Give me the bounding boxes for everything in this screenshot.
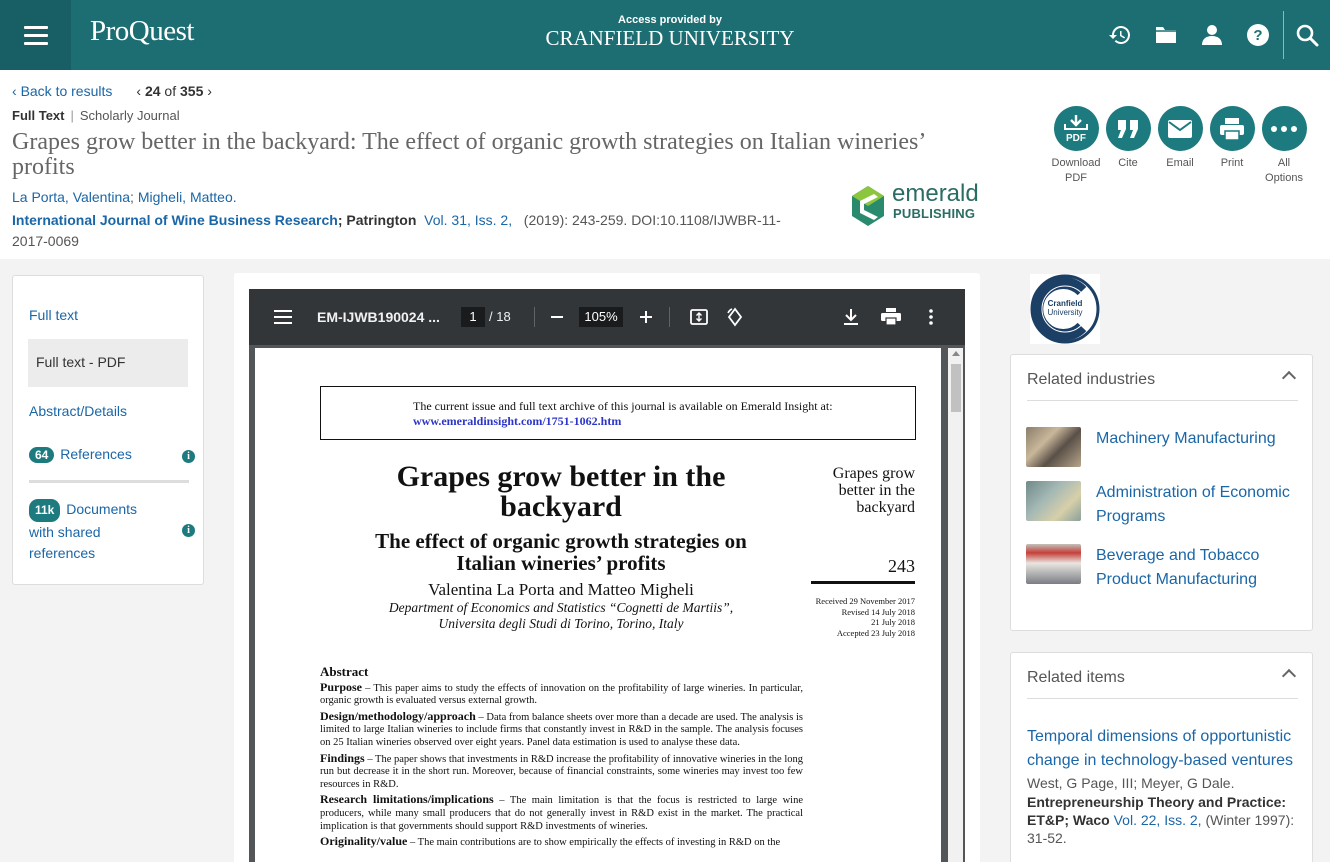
publication-place: ; Patrington <box>337 212 417 228</box>
document-meta: Full Text | Scholarly Journal <box>12 108 180 123</box>
all-options-button[interactable] <box>1258 106 1310 186</box>
pdf-page <box>255 348 941 862</box>
references-label: References <box>60 446 132 462</box>
page-number: 243 <box>888 556 915 576</box>
email-label: Email <box>1166 157 1194 169</box>
source-citation <box>12 210 802 252</box>
hamburger-icon <box>24 34 48 37</box>
administration-thumbnail <box>1026 481 1081 521</box>
abstract-subheading: Originality/value <box>320 834 408 849</box>
related-items-panel <box>1010 652 1313 862</box>
of-label: of <box>164 83 177 99</box>
access-provided-label: Access provided by <box>618 14 722 26</box>
abstract-paragraph <box>320 793 803 833</box>
pdf-menu-icon[interactable] <box>271 305 295 329</box>
machinery-thumbnail <box>1026 427 1081 467</box>
page-rule <box>811 581 915 584</box>
emerald-insight-link[interactable]: www.emeraldinsight.com/1751-1062.htm <box>413 414 622 428</box>
related-items-header[interactable] <box>1027 669 1298 699</box>
history-icon[interactable] <box>1097 0 1143 70</box>
industry-item[interactable] <box>1026 544 1306 594</box>
previous-result-icon[interactable]: ‹ <box>136 83 142 99</box>
cranfield-university-logo <box>1030 274 1100 344</box>
cite-button[interactable] <box>1102 106 1154 186</box>
download-pdf-icon <box>1054 106 1099 151</box>
zoom-out-icon[interactable] <box>545 305 569 329</box>
pdf-page-total: / 18 <box>489 309 511 324</box>
current-result: 24 <box>144 83 161 99</box>
affiliation-line: Universita degli Studi di Torino, Torino, Italy <box>438 616 684 631</box>
back-to-results-link[interactable]: ‹ Back to results <box>12 83 113 99</box>
abstract-text: – Data from balance sheets over more than a decade are used. The analysis is limited to large Italian wineries to include firms that constantly invest in R&D in the sample. The analysis focuses on 25 Italian wineries observed over eight years. Panel data estimation is used to analyse these data. <box>320 711 803 748</box>
date-line: 21 July 2018 <box>871 617 915 627</box>
paper-affiliation <box>355 600 767 632</box>
abstract-paragraph <box>320 681 803 708</box>
abstract-paragraph <box>320 710 803 750</box>
more-icon <box>1262 106 1307 151</box>
document-title: Grapes grow better in the backyard: The effect of organic growth strategies on Italian wineries’ profits <box>12 129 925 180</box>
author-link[interactable]: La Porta, Valentina <box>12 189 131 205</box>
shared-references-count-badge: 11k <box>29 499 60 522</box>
header-tools <box>1097 0 1330 70</box>
print-button[interactable] <box>1206 106 1258 186</box>
pdf-zoom-input[interactable]: 105% <box>579 307 623 327</box>
paper-subtitle: The effect of organic growth strategies on Italian wineries’ profits <box>375 529 747 575</box>
user-icon[interactable] <box>1189 0 1235 70</box>
download-pdf-button[interactable] <box>1050 106 1102 186</box>
pdf-viewer[interactable] <box>249 345 965 862</box>
abstract-subheading: Purpose <box>320 679 362 694</box>
svg-text:PDF: PDF <box>1066 132 1086 144</box>
help-icon[interactable] <box>1235 0 1281 70</box>
full-text-label: Full Text <box>12 108 65 123</box>
references-info-icon[interactable]: i <box>182 450 195 463</box>
cranfield-logo-line: Cranfield <box>1047 299 1083 308</box>
related-item-title[interactable]: Temporal dimensions of opportunistic change in technology-based ventures <box>1027 728 1293 769</box>
pdf-more-icon[interactable] <box>919 305 943 329</box>
main-menu-button[interactable] <box>0 0 71 70</box>
fit-page-icon[interactable] <box>687 305 711 329</box>
emerald-logo-publishing: PUBLISHING <box>893 206 976 221</box>
abstract-paragraph <box>320 835 803 850</box>
abstract-subheading: Findings <box>320 750 365 765</box>
next-result-icon[interactable]: › <box>207 83 212 99</box>
industry-item[interactable] <box>1026 481 1306 531</box>
svg-text:?: ? <box>1253 27 1263 44</box>
top-header <box>0 0 1330 70</box>
industry-label: Administration of Economic Programs <box>1096 484 1290 525</box>
search-icon[interactable] <box>1284 0 1330 70</box>
abstract-text: – The main limitation is that the focus is restricted to large wine producers, while many small producers that do not generally invest in R&D exist in the market. The practical implication is that governments should support R&D investments of wineries. <box>320 795 803 832</box>
quote-icon <box>1106 106 1151 151</box>
paper-abstract <box>320 666 803 852</box>
full-text-pdf-link[interactable]: Full text - PDF <box>28 339 188 387</box>
shared-references-link[interactable] <box>29 499 159 564</box>
document-type: Scholarly Journal <box>79 108 180 123</box>
citation-details: (2019): 243-259. DOI:10.1108/IJWBR-11-2017-0069 <box>12 212 781 249</box>
date-line: Revised 14 July 2018 <box>841 606 915 617</box>
volume-link[interactable]: Vol. 31, Iss. 2, <box>424 212 513 228</box>
collapse-chevron-icon[interactable] <box>1282 371 1296 385</box>
result-pager <box>136 83 212 99</box>
related-item-volume[interactable]: Vol. 22, Iss. 2, <box>1113 812 1202 828</box>
abstract-subheading: Research limitations/implications <box>320 792 494 807</box>
shared-references-label: Documents with shared references <box>29 501 138 561</box>
related-items-title: Related items <box>1027 669 1125 686</box>
author-link[interactable]: Migheli, Matteo. <box>137 189 237 205</box>
access-provider <box>540 14 800 51</box>
full-text-link[interactable]: Full text <box>29 307 79 323</box>
abstract-heading: Abstract <box>320 664 369 679</box>
references-link[interactable] <box>29 446 189 463</box>
all-options-label: All Options <box>1265 157 1303 184</box>
abstract-text: – This paper aims to study the effects of innovation on the profitability of large wineries. In particular, organic growth is evaluated versus external growth. <box>320 682 803 707</box>
emerald-publishing-logo <box>850 180 980 228</box>
back-label: Back to results <box>20 83 113 99</box>
affiliation-line: Department of Economics and Statistics “Cognetti de Martiis”, <box>388 600 734 615</box>
university-name: CRANFIELD UNIVERSITY <box>545 26 795 50</box>
folder-icon[interactable] <box>1143 0 1189 70</box>
emerald-logo-word: emerald <box>892 180 979 207</box>
document-info <box>0 70 1330 259</box>
abstract-subheading: Design/methodology/approach <box>320 708 476 723</box>
print-label: Print <box>1220 157 1244 169</box>
scroll-thumb[interactable] <box>951 364 961 412</box>
results-nav <box>12 83 212 99</box>
related-item-date-pages: (Winter 1997): 31-52. <box>1027 812 1295 846</box>
total-results: 355 <box>180 83 204 99</box>
download-pdf-label: Download PDF <box>1051 157 1101 184</box>
cite-label: Cite <box>1118 157 1138 169</box>
industry-label: Beverage and Tobacco Product Manufacturing <box>1096 547 1260 588</box>
toolbar-divider <box>534 307 535 327</box>
related-industries-panel <box>1010 354 1313 631</box>
references-count-badge: 64 <box>29 447 54 463</box>
print-icon <box>1210 106 1255 151</box>
section-divider <box>29 480 189 483</box>
related-item-source <box>1027 793 1302 847</box>
pdf-page-input[interactable]: 1 <box>461 307 485 327</box>
abstract-text: – The main contributions are to show empirically the effects of investing in R&D on the <box>407 837 781 849</box>
journal-access-box <box>320 386 916 440</box>
journal-link[interactable]: International Journal of Wine Business Research <box>12 212 338 228</box>
beverage-thumbnail <box>1026 544 1081 584</box>
access-box-text: The current issue and full text archive of this journal is available on Emerald Insight at: <box>413 399 833 413</box>
scroll-up-icon[interactable] <box>952 351 960 356</box>
collapse-chevron-icon[interactable] <box>1282 669 1296 683</box>
industry-item[interactable] <box>1026 427 1306 477</box>
pdf-filename: EM-IJWB190024 ... <box>317 309 440 325</box>
related-item-authors: West, G Page, III; Meyer, G Dale. <box>1027 775 1235 791</box>
submission-dates <box>795 596 915 638</box>
pdf-download-icon[interactable] <box>839 305 863 329</box>
email-button[interactable] <box>1154 106 1206 186</box>
shared-references-info-icon[interactable]: i <box>182 524 195 537</box>
paper-title: Grapes grow better in the backyard <box>396 460 726 523</box>
related-item-journal: Entrepreneurship Theory and Practice: ET&P; Waco <box>1027 794 1287 828</box>
zoom-in-icon[interactable] <box>634 305 658 329</box>
pdf-scrollbar[interactable] <box>948 348 963 862</box>
abstract-details-link[interactable]: Abstract/Details <box>29 403 128 419</box>
abstract-paragraph <box>320 752 803 792</box>
authors: La Porta, Valentina; Migheli, Matteo. <box>12 189 237 205</box>
pdf-toolbar <box>249 289 965 345</box>
proquest-logo[interactable]: ProQuest <box>90 15 194 47</box>
email-icon <box>1158 106 1203 151</box>
running-head: Grapes grow better in the backyard <box>832 465 915 516</box>
toolbar-divider <box>669 307 670 327</box>
rotate-icon[interactable] <box>723 305 747 329</box>
related-industries-title: Related industries <box>1027 371 1156 388</box>
industry-label: Machinery Manufacturing <box>1096 430 1276 447</box>
document-sections-nav <box>12 275 204 585</box>
date-line: Received 29 November 2017 <box>815 596 915 606</box>
related-item <box>1027 725 1302 847</box>
date-line: Accepted 23 July 2018 <box>836 627 915 638</box>
paper-authors: Valentina La Porta and Matteo Migheli <box>428 580 694 599</box>
cranfield-logo-line: University <box>1047 308 1083 317</box>
pdf-print-icon[interactable] <box>879 305 903 329</box>
document-actions <box>1050 106 1310 186</box>
cranfield-logo-text <box>1044 299 1086 317</box>
related-industries-header[interactable] <box>1027 371 1298 401</box>
abstract-text: – The paper shows that investments in R&D increase the profitability of innovative wineries in the long run but decrease it in the short run. Moreover, because of financial constraints, some wineries may invest too few resources in R&D. <box>320 753 803 790</box>
